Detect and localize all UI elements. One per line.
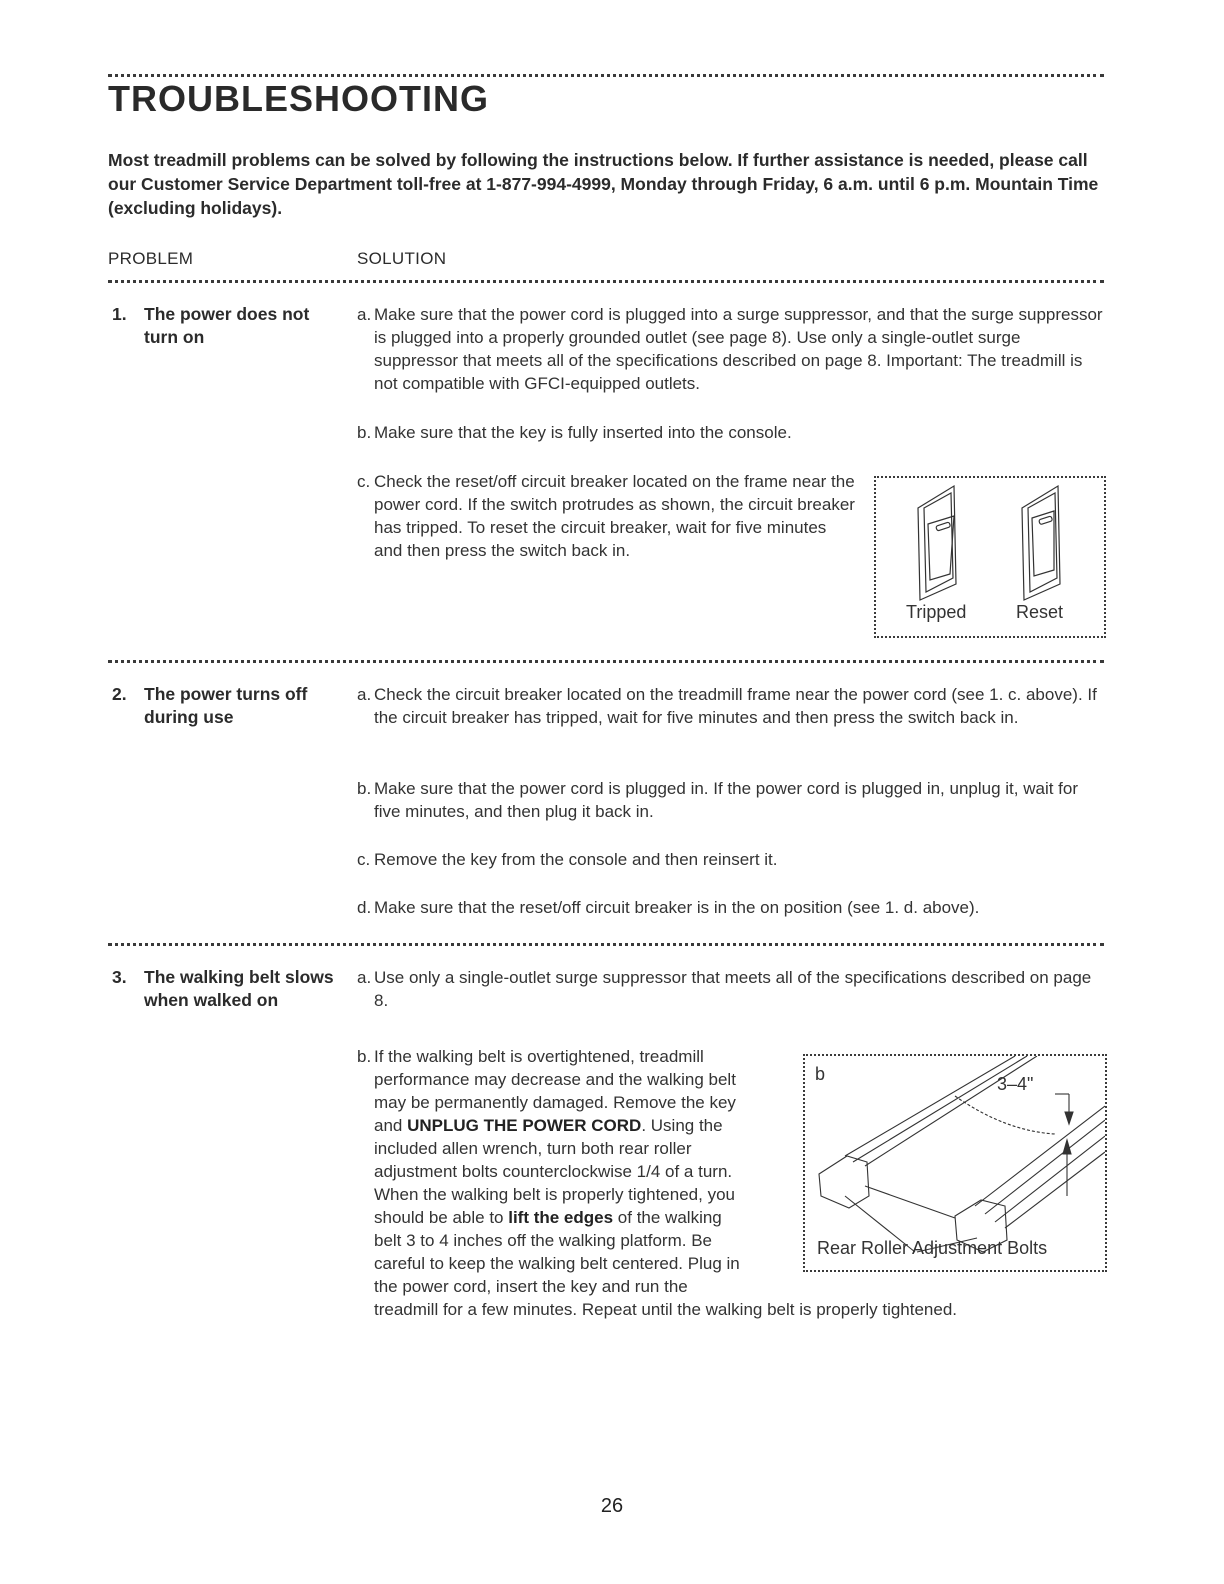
header-divider [108, 280, 1104, 283]
solution-letter: d. [357, 898, 372, 917]
solution-text: Make sure that the power cord is plugged in. If the power cord is plugged in, unplug it, wait for five minutes, and then plug it back in. [374, 779, 1079, 821]
column-header-problem: PROBLEM [108, 249, 194, 268]
solution-text: Make sure that the power cord is plugged into a surge suppressor, and that the surge suppressor is plugged into a properly grounded outlet (see page 8). Use only a single-outlet surge suppressor that meets all of the specifications described on page 8. Important: The treadmill is not compatible with GFCI-equipped outlets. [374, 305, 1103, 393]
solution-letter: b. [357, 423, 372, 442]
problem-title: The power does not turn on [144, 304, 310, 347]
solution-text: Check the reset/off circuit breaker located on the frame near the power cord. If the switch protrudes as shown, the circuit breaker has tripped. To reset the circuit breaker, wait for five minutes and then press the switch back in. [374, 472, 855, 560]
solution-letter: b. [357, 1047, 372, 1066]
problem-divider [108, 660, 1104, 663]
solution-2c [357, 848, 1107, 871]
solution-letter: c. [357, 850, 371, 869]
problem-title: The walking belt slows when walked on [144, 967, 334, 1010]
solution-2a [357, 683, 1107, 729]
solution-letter: a. [357, 968, 372, 987]
solution-text: Make sure that the reset/off circuit breaker is in the on position (see 1. d. above). [374, 898, 980, 917]
solution-2d [357, 896, 1117, 919]
top-divider [108, 74, 1104, 77]
circuit-breaker-figure [874, 476, 1106, 638]
tripped-label: Tripped [906, 602, 967, 622]
page-number: 26 [600, 1495, 624, 1517]
solution-letter: a. [357, 305, 372, 324]
solution-text: Make sure that the key is fully inserted into the console. [374, 423, 792, 442]
solution-letter: c. [357, 472, 371, 491]
adjustment-bolts-caption: Rear Roller Adjustment Bolts [817, 1238, 1048, 1258]
solution-1a [357, 303, 1107, 395]
solution-text-part: If the walking belt is overtightened, treadmill performance may decrease and the walking belt may be permanently damaged. Remove the key and [374, 1047, 736, 1135]
solution-text: Check the circuit breaker located on the treadmill frame near the power cord (see 1. c. above). If the circuit breaker has tripped, wait for five minutes and then press the switch back in. [374, 685, 1097, 727]
figure-letter: b [815, 1064, 826, 1084]
emphasis-unplug: UNPLUG THE POWER CORD [407, 1116, 642, 1135]
solution-text [374, 1045, 1097, 1321]
solution-2b [357, 777, 1097, 823]
solution-text: Use only a single-outlet surge suppressor that meets all of the specifications described on page 8. [374, 968, 1092, 1010]
problem-number: 3. [112, 967, 127, 987]
column-header-solution: SOLUTION [357, 249, 447, 268]
page-title: TROUBLESHOOTING [108, 78, 489, 119]
intro-paragraph: Most treadmill problems can be solved by following the instructions below. If further assistance is needed, please call our Customer Service Department toll-free at 1-877-994-4999, Monday through Friday, 6 a.m. until 6 p.m. Mountain Time (excluding holidays). [108, 150, 1099, 218]
problem-number: 1. [112, 304, 127, 324]
solution-text-part: of the walking belt 3 to 4 inches off the walking platform. Be careful to keep the walking belt centered. Plug in the power cord, insert the key and run the treadmill for a few minutes. Repeat until the walking belt is properly tightened. [374, 1208, 958, 1319]
solution-3b [357, 1045, 1097, 1321]
solution-1c [357, 470, 857, 562]
solution-letter: b. [357, 779, 372, 798]
problem-title: The power turns off during use [144, 684, 308, 727]
figure-spacer [752, 1045, 1097, 1277]
solution-3a [357, 966, 1097, 1012]
reset-label: Reset [1016, 602, 1064, 622]
solution-text-part: . Using the included allen wrench, turn both rear roller adjustment bolts counterclockwise 1/4 of a turn. When the walking belt is properly tightened, you should be able to [374, 1116, 735, 1227]
problem-divider [108, 943, 1104, 946]
solution-text: Remove the key from the console and then reinsert it. [374, 850, 778, 869]
emphasis-lift-edges: lift the edges [508, 1208, 614, 1227]
belt-measurement-label: 3–4" [997, 1074, 1034, 1094]
solution-1b [357, 421, 1107, 444]
solution-letter: a. [357, 685, 372, 704]
problem-number: 2. [112, 684, 127, 704]
